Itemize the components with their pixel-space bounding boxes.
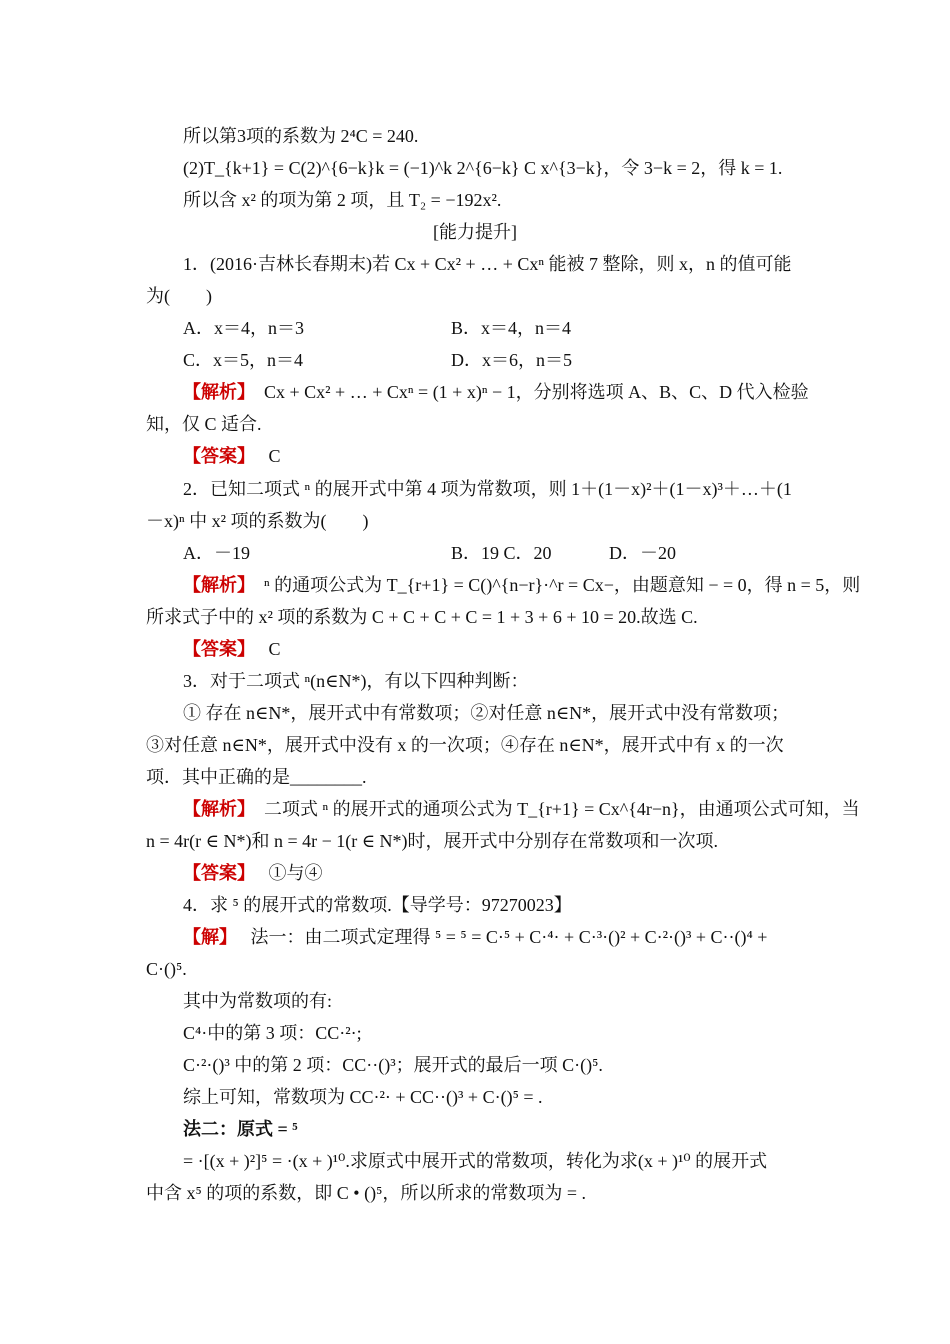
option-d: D．－20 <box>609 543 676 563</box>
method-two-line: 法二：原式 = ⁵ <box>183 1119 298 1139</box>
question-2: 2．已知二项式 ⁿ 的展开式中第 4 项为常数项，则 1＋(1－x)²＋(1－x)³＋…＋(1 <box>183 479 792 499</box>
answer-line: 【答案】 C <box>183 446 281 466</box>
answer-line: 【答案】 C <box>183 639 281 659</box>
text-line: n = 4r(r ∈ N*)和 n = 4r − 1(r ∈ N*)时，展开式中分别存在常数项和一次项. <box>146 831 719 851</box>
text-line: 项．其中正确的是________. <box>146 767 367 787</box>
text-line: C⁴·中的第 3 项：CC·²·; <box>183 1023 362 1043</box>
analysis-line: 【解析】 ⁿ 的通项公式为 T_{r+1} = C()^{n−r}·^r = Cx−，由题意知 − = 0，得 n = 5，则 <box>183 575 861 595</box>
text-line: ③对任意 n∈N*，展开式中没有 x 的一次项；④存在 n∈N*，展开式中有 x 的一次 <box>146 735 784 755</box>
option-bc: B．19 C．20 <box>451 543 552 563</box>
text-line: C·²·()³ 中的第 2 项：CC··()³；展开式的最后一项 C·()⁵. <box>183 1055 603 1075</box>
answer-tag: 【答案】 <box>183 446 255 466</box>
answer-line: 【答案】 ①与④ <box>183 863 323 883</box>
option-a: A．x＝4，n＝3 <box>183 318 304 338</box>
options-row <box>183 541 676 565</box>
option-d: D．x＝6，n＝5 <box>451 350 572 370</box>
solution-line: 【解】 法一：由二项式定理得 ⁵ = ⁵ = C·⁵ + C·⁴· + C·³·()² + C·²·()³ + C··()⁴ + <box>183 927 768 947</box>
analysis-tag: 【解析】 <box>183 799 255 819</box>
text-line: = ·[(x + )²]⁵ = ·(x + )¹⁰.求原式中展开式的常数项，转化为求(x + )¹⁰ 的展开式 <box>183 1151 768 1171</box>
answer-tag: 【答案】 <box>183 863 255 883</box>
text-line: (2)T_{k+1} = C(2)^{6−k}k = (−1)^k 2^{6−k} C x^{3−k}，令 3−k = 2，得 k = 1. <box>183 158 783 178</box>
option-c: C．x＝5，n＝4 <box>183 350 304 370</box>
text-line: －x)ⁿ 中 x² 项的系数为( ) <box>146 511 369 531</box>
text-line: 其中为常数项的有: <box>183 991 333 1011</box>
question-4: 4．求 ⁵ 的展开式的常数项.【导学号：97270023】 <box>183 895 572 915</box>
options-row <box>183 348 572 372</box>
section-heading: [能力提升] <box>433 222 517 242</box>
question-1: 1．(2016·吉林长春期末)若 Cx + Cx² + … + Cxⁿ 能被 7 整除，则 x，n 的值可能 <box>183 254 792 274</box>
text-line: 为( ) <box>146 286 212 306</box>
text-line: 所以第3项的系数为 2⁴C = 240. <box>183 126 419 146</box>
text-line: C·()⁵. <box>146 959 187 979</box>
solution-tag: 【解】 <box>183 927 237 947</box>
answer-tag: 【答案】 <box>183 639 255 659</box>
text-line: 所求式子中的 x² 项的系数为 C + C + C + C = 1 + 3 + 6 + 10 = 20.故选 C. <box>146 607 698 627</box>
option-b: B．x＝4，n＝4 <box>451 318 572 338</box>
text-line: 所以含 x² 的项为第 2 项，且 T₂ = −192x². <box>183 190 502 210</box>
analysis-tag: 【解析】 <box>183 575 255 595</box>
option-a: A．－19 <box>183 543 250 563</box>
analysis-line: 【解析】 Cx + Cx² + … + Cxⁿ = (1 + x)ⁿ − 1，分别将选项 A、B、C、D 代入检验 <box>183 382 809 402</box>
text-line: 中含 x⁵ 的项的系数，即 C • ()⁵，所以所求的常数项为 = . <box>146 1183 586 1203</box>
text-line: 知，仅 C 适合. <box>146 414 262 434</box>
text-line: ① 存在 n∈N*，展开式中有常数项；②对任意 n∈N*，展开式中没有常数项； <box>183 703 790 723</box>
analysis-tag: 【解析】 <box>183 382 255 402</box>
analysis-line: 【解析】 二项式 ⁿ 的展开式的通项公式为 T_{r+1} = Cx^{4r−n}，由通项公式可知，当 <box>183 799 860 819</box>
options-row <box>183 316 571 340</box>
question-3: 3．对于二项式 ⁿ(n∈N*)，有以下四种判断： <box>183 671 529 691</box>
text-line: 综上可知，常数项为 CC·²· + CC··()³ + C·()⁵ = . <box>183 1087 543 1107</box>
